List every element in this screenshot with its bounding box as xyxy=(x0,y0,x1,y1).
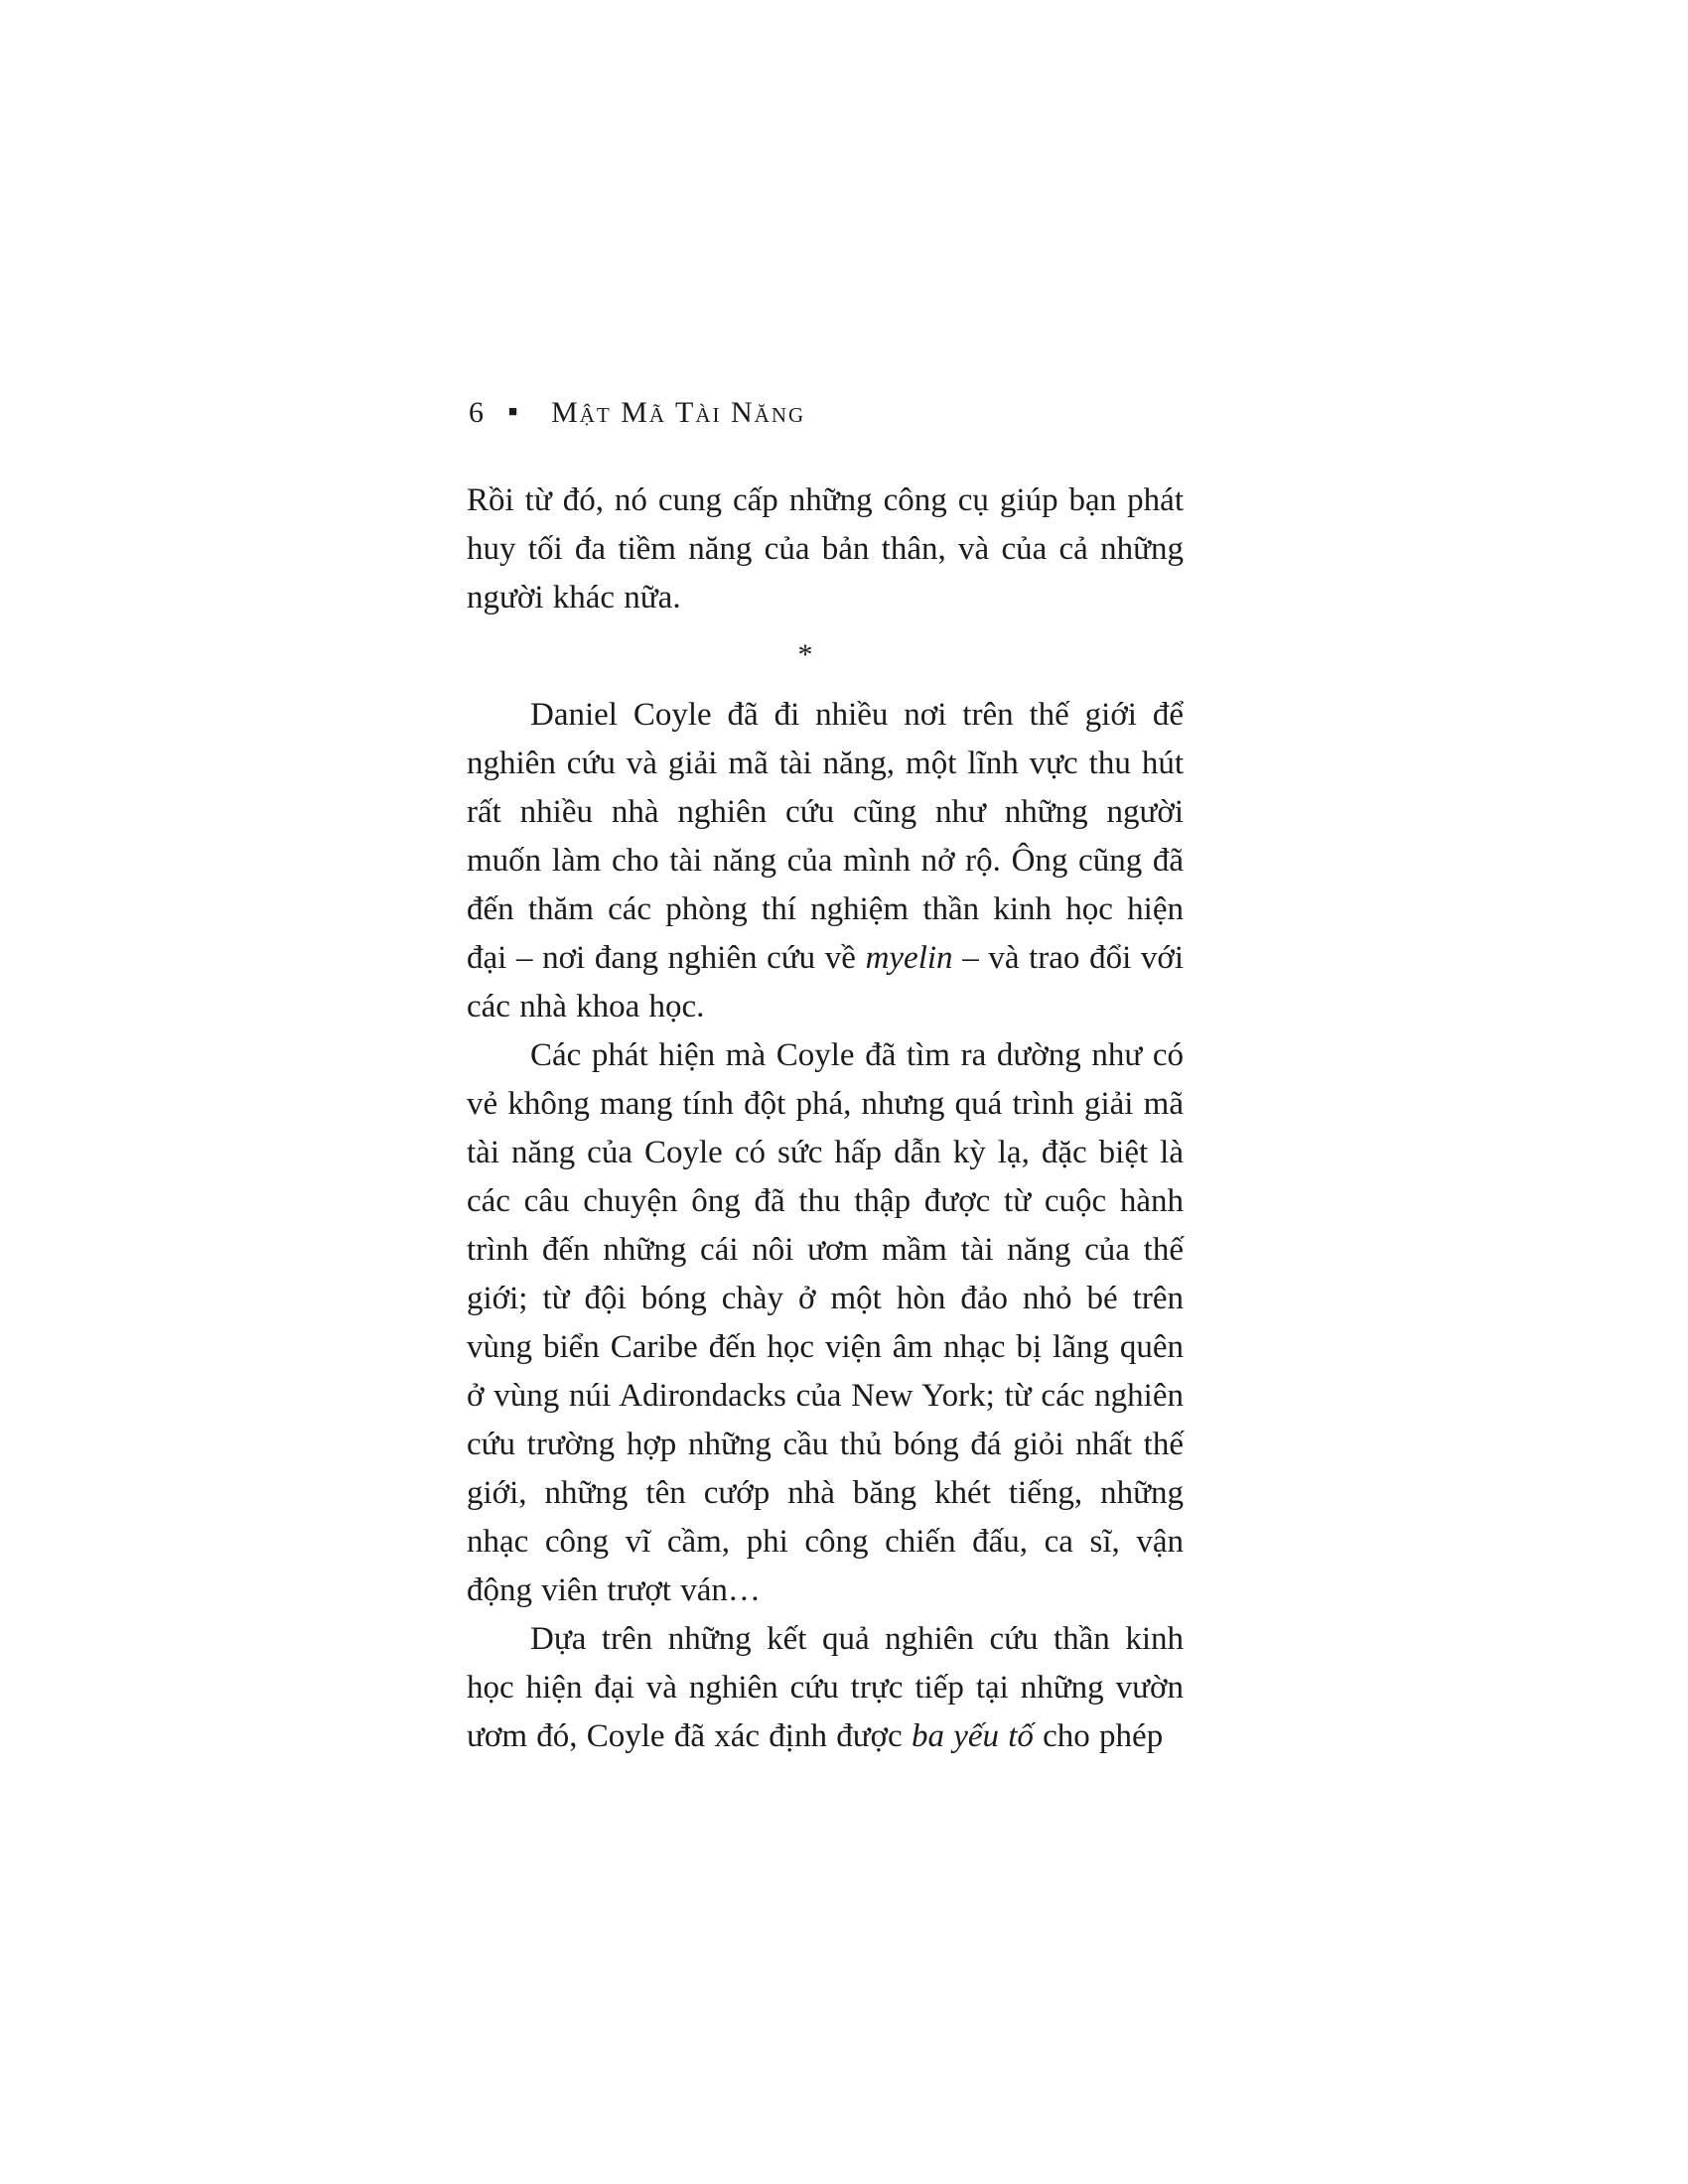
paragraph xyxy=(467,1615,1184,1761)
page-header xyxy=(469,395,1184,431)
page-number: 6 xyxy=(469,396,485,429)
paragraph xyxy=(467,1031,1184,1615)
paragraph xyxy=(467,691,1184,1031)
text-run: Daniel Coyle đã đi nhiều nơi trên thế giới để nghiên cứu và giải mã tài năng, một lĩnh vực thu hút rất nhiều nhà nghiên cứu cũng như những người muốn làm cho tài năng của mình nở rộ. Ông cũng đã đến thăm các phòng thí nghiệm thần kinh học hiện đại – nơi đang nghiên cứu về xyxy=(467,697,1184,976)
page-body xyxy=(467,477,1184,1761)
book-title: Mật Mã Tài Năng xyxy=(551,396,806,429)
paragraph xyxy=(467,477,1184,622)
square-bullet-icon: ■ xyxy=(508,404,518,420)
italic-text-run: myelin xyxy=(865,940,953,976)
italic-text-run: ba yếu tố xyxy=(911,1718,1034,1754)
text-run: – và trao đổi với các nhà khoa học. xyxy=(467,940,1184,1024)
text-run: Dựa trên những kết quả nghiên cứu thần kinh học hiện đại và nghiên cứu trực tiếp tại những vườn ươm đó, Coyle đã xác định được xyxy=(467,1621,1184,1754)
text-run: Các phát hiện mà Coyle đã tìm ra dường như có vẻ không mang tính đột phá, nhưng quá trình giải mã tài năng của Coyle có sức hấp dẫn kỳ lạ, đặc biệt là các câu chuyện ông đã thu thập được từ cuộc hành trình đến những cái nôi ươm mầm tài năng của thế giới; từ đội bóng chày ở một hòn đảo nhỏ bé trên vùng biển Caribe đến học viện âm nhạc bị lãng quên ở vùng núi Adirondacks của New York; từ các nghiên cứu trường hợp những cầu thủ bóng đá giỏi nhất thế giới, những tên cướp nhà băng khét tiếng, những nhạc công vĩ cầm, phi công chiến đấu, ca sĩ, vận động viên trượt ván… xyxy=(467,1037,1184,1608)
text-run: cho phép xyxy=(1033,1718,1164,1754)
section-divider-asterisk: * xyxy=(797,638,813,671)
text-run: Rồi từ đó, nó cung cấp những công cụ giúp bạn phát huy tối đa tiềm năng của bản thân, và của cả những người khác nữa. xyxy=(467,482,1184,615)
text-block xyxy=(467,395,1184,1761)
